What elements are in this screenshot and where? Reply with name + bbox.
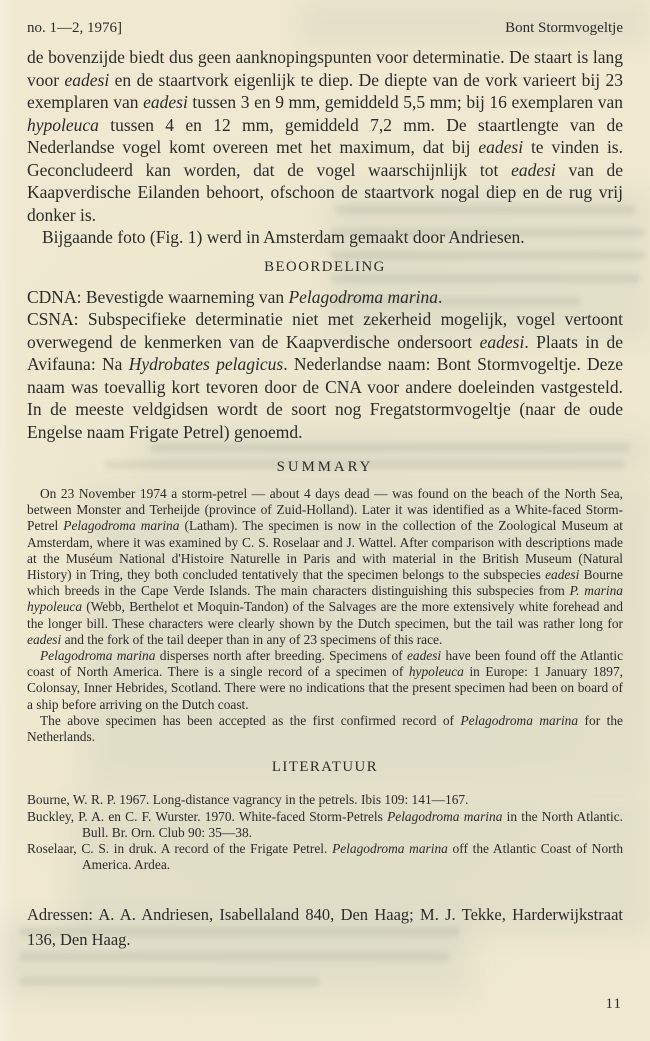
addresses-paragraph: Adressen: A. A. Andriesen, Isabellaland 840, Den Haag; M. J. Tekke, Harderwijkstraat 136, Den Haag. (27, 904, 623, 950)
section-heading-beoordeling: BEOORDELING (264, 258, 386, 275)
summary-paragraph: On 23 November 1974 a storm-petrel — about 4 days dead — was found on the beach of the North Sea, between Monster and Terheijde (province of Zuid-Holland). Later it was identified as a White-faced Storm-Petrel Pelagodroma marina (Latham). The specimen is now in the collection of the Zoological Museum at Amsterdam, where it was examined by C. S. Roselaar and J. Wattel. After comparison with descriptions made at the Muséum National d'Histoire Naturelle in Paris and with material in the British Museum (Natural History) in Tring, they both concluded tentatively that the specimen belongs to the subspecies eadesi Bourne which breeds in the Cape Verde Islands. The main characters distinguishing this subspecies from P. marina hypoleuca (Webb, Berthelot et Moquin-Tandon) of the Salvages are the more extensively white forehead and the longer bill. These characters were clearly shown by the Dutch specimen, but the tail was rather long for eadesi and the fork of the tail deeper than in any of 23 specimens of this race. (27, 486, 623, 647)
summary-paragraph: Pelagodroma marina disperses north after breeding. Specimens of eadesi have been found off the Atlantic coast of North America. There is a single record of a specimen of hypoleuca in Europe: 1 January 1897, Colonsay, Inner Hebrides, Scotland. There were no indications that the present specimen had been on board of a ship before arriving on the Dutch coast. (27, 648, 624, 712)
body-paragraph: de bovenzijde biedt dus geen aanknopingspunten voor determinatie. De staart is lang voor eadesi en de staartvork eigenlijk te diep. De diepte van de vork varieert bij 23 exemplaren van eadesi tussen 3 en 9 mm, gemiddeld 5,5 mm; bij 16 exemplaren van hypoleuca tussen 4 en 12 mm, gemiddeld 7,2 mm. De staartlengte van de Nederlandse vogel komt overeen met het maximum, dat bij eadesi te vinden is. Geconcludeerd kan worden, dat de vogel waarschijnlijk tot eadesi van de Kaapverdische Eilanden behoort, ofschoon de staartvork nogal diep en de rug vrij donker is. (27, 47, 624, 225)
section-heading-literatuur: LITERATUUR (271, 759, 379, 776)
section-heading-summary: SUMMARY (276, 459, 374, 475)
page-content (27, 20, 623, 953)
page-number: 11 (605, 996, 622, 1012)
reference-list (27, 792, 623, 873)
summary-paragraph: The above specimen has been accepted as the first confirmed record of Pelagodroma marina for the Netherlands. (27, 712, 624, 745)
page-header (27, 20, 623, 37)
bleedthrough-smudge (20, 952, 450, 961)
csna-paragraph: CSNA: Subspecifieke determinatie niet met zekerheid mogelijk, vogel vertoont overwegend de kenmerken van de Kaapverdische ondersoort eadesi. Plaats in de Avifauna: Na Hydrobates pelagicus. Nederlandse naam: Bont Stormvogeltje. Deze naam was toevallig kort tevoren door de CNA voor andere doeleinden vastgesteld. In de meeste veldgidsen wordt de soort nog Fregatstormvogeltje (naar de oude Engelse naam Frigate Petrel) genoemd. (27, 309, 623, 442)
reference-entry: Bourne, W. R. P. 1967. Long-distance vagrancy in the petrels. Ibis 109: 141—167. (27, 792, 469, 808)
bleedthrough-smudge (20, 977, 320, 986)
issue-label: no. 1—2, 1976] (27, 20, 122, 36)
reference-entry: Buckley, P. A. en C. F. Wurster. 1970. White-faced Storm-Petrels Pelagodroma marina in the North Atlantic. Bull. Br. Orn. Club 90: 35—38. (27, 808, 624, 840)
running-title: Bont Stormvogeltje (505, 20, 623, 36)
foto-paragraph: Bijgaande foto (Fig. 1) werd in Amsterdam gemaakt door Andriesen. (42, 227, 525, 247)
cdna-paragraph: CDNA: Bevestigde waarneming van Pelagodroma marina. (27, 286, 443, 307)
reference-entry: Roselaar, C. S. in druk. A record of the Frigate Petrel. Pelagodroma marina off the Atlantic Coast of North America. Ardea. (27, 841, 624, 873)
